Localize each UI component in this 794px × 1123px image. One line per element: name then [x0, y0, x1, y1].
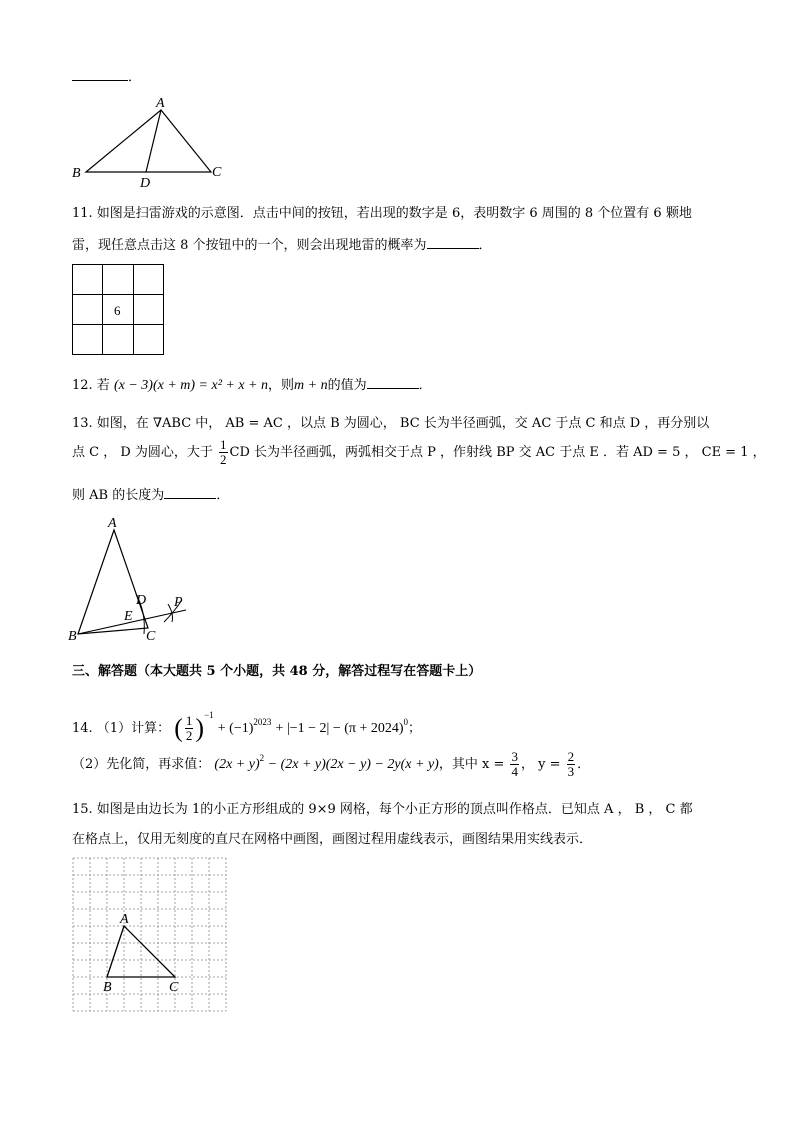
fraction-half: $\frac{1}{2}$: [220, 437, 227, 467]
label-a: A: [120, 912, 129, 927]
fraction-one-half: $\frac{1}{2}$: [185, 713, 193, 743]
fraction-x-value: $\frac{3}{4}$: [511, 749, 518, 779]
label-d: D: [136, 593, 147, 608]
answer-blank-q10: ．: [72, 66, 141, 85]
label-p: P: [174, 595, 183, 610]
dashed-grid-9x9: [70, 855, 230, 1015]
label-a: A: [108, 516, 117, 531]
q11-line2: 雷，现任意点击这 8 个按钮中的一个，则会出现地雷的概率为 ．: [72, 238, 492, 253]
figure-q10-triangle: [66, 92, 236, 188]
label-a: A: [156, 96, 165, 111]
q14-part2: （2）先化简，再求值： $(2x + y)^2 - (2x + y)(2x - y) - 2y(x + y)$，其中 x = $\frac{3}{4}$ ， y = $\frac{2}{3}$ ．: [72, 749, 591, 779]
q15-line1: 15. 如图是由边长为 1的小正方形组成的 9×9 网格，每个小正方形的顶点叫作格点．已知点 A ， B ， C 都: [72, 802, 693, 817]
section-title: 三、解答题（本大题共 5 个小题，共 48 分，解答过程写在答题卡上）: [72, 664, 482, 679]
q13-line1: 13. 如图，在 ∇ABC 中， AB = AC ，以点 B 为圆心， BC 长为半径画弧，交 AC 于点 C 和点 D ，再分别以: [72, 416, 710, 431]
q11-line1: 11. 如图是扫雷游戏的示意图．点击中间的按钮，若出现的数字是 6，表明数字 6 周围的 8 个位置有 6 颗地: [72, 206, 692, 221]
label-c: C: [169, 980, 179, 995]
q12-line: 12. 若 (x − 3)(x + m) = x² + x + n，则m + n的值为 ．: [72, 378, 432, 393]
figure-q13-triangle: [64, 512, 194, 646]
grid-lines: [73, 858, 226, 1011]
segment-ad: [146, 110, 161, 172]
label-b: B: [68, 629, 77, 644]
q14-part1: 14. （1）计算： ( $\frac{1}{2}$ )$^{-1} + (-1)^{2023} + |-1 - 2| - (\pi + 2024)^0$；: [72, 710, 422, 743]
grid-center-number: 6: [114, 303, 121, 318]
label-b: B: [72, 166, 81, 181]
triangle-abc: [78, 530, 148, 634]
q13-line2: 点 C ， D 为圆心，大于 $\frac{1}{2}$ CD 长为半径画弧，两弧相交于点 P ，作射线 BP 交 AC 于点 E ．若 AD = 5 ， CE = 1 ，: [72, 437, 766, 467]
q15-line2: 在格点上，仅用无刻度的直尺在网格中画图，画图过程用虚线表示，画图结果用实线表示．: [72, 832, 593, 847]
label-d: D: [140, 176, 151, 188]
label-c: C: [146, 629, 156, 644]
label-b: B: [103, 980, 112, 995]
fraction-y-value: $\frac{2}{3}$: [567, 749, 575, 779]
label-c: C: [212, 165, 222, 180]
minesweeper-grid: [72, 264, 166, 358]
q13-line3: 则 AB 的长度为 ．: [72, 488, 230, 503]
label-e: E: [124, 609, 133, 624]
